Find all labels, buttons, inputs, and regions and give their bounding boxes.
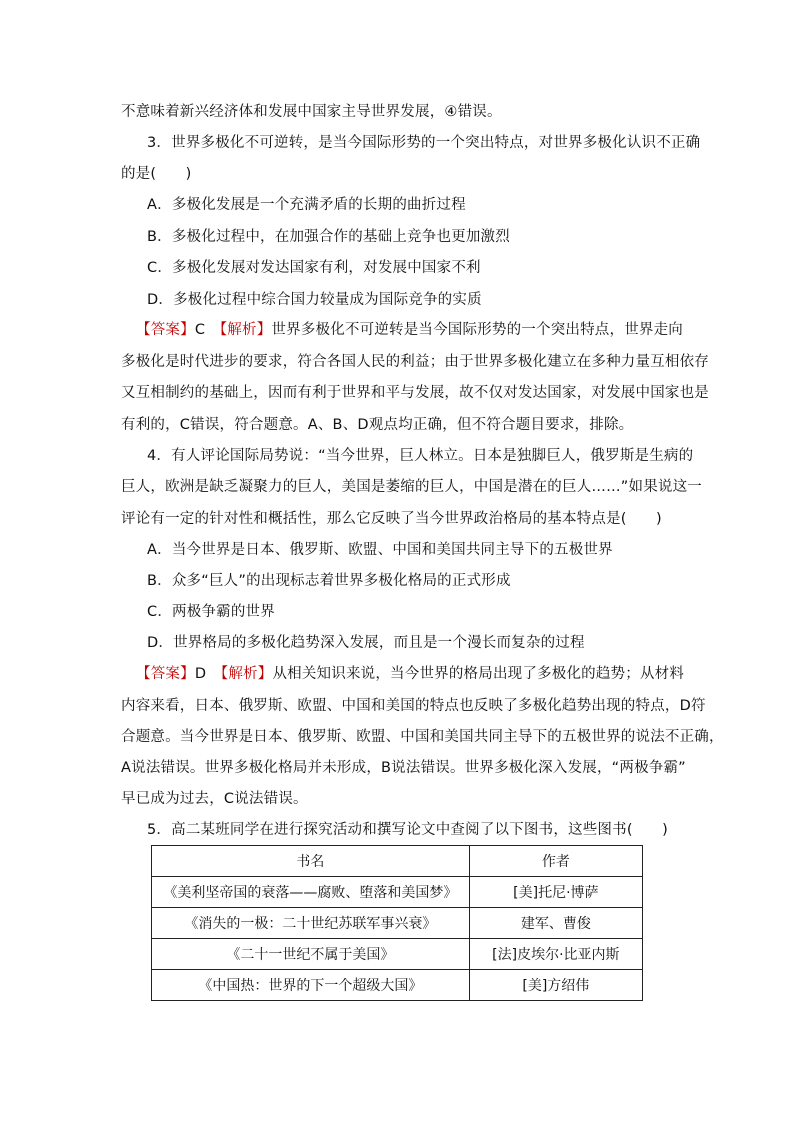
answer-4-line-1 <box>136 664 696 684</box>
question-3-option-a: A．多极化发展是一个充满矛盾的长期的曲折过程 <box>147 197 466 213</box>
book-title-cell: 《美利坚帝国的衰落——腐败、堕落和美国梦》 <box>152 877 470 908</box>
table-row <box>152 939 643 970</box>
header-book-title: 书名 <box>152 846 470 877</box>
book-title-cell: 《二十一世纪不属于美国》 <box>152 939 470 970</box>
question-4-option-a: A．当今世界是日本、俄罗斯、欧盟、中国和美国共同主导下的五极世界 <box>147 542 613 558</box>
question-4-option-d: D．世界格局的多极化趋势深入发展，而且是一个漫长而复杂的过程 <box>147 635 585 651</box>
question-4-stem: 4．有人评论国际局势说：“当今世界，巨人林立。日本是独脚巨人，俄罗斯是生病的 <box>147 448 694 464</box>
author-cell: [美]托尼·博萨 <box>469 877 642 908</box>
text-line: 不意味着新兴经济体和发展中国家主导世界发展，④错误。 <box>121 104 502 120</box>
question-3-option-b: B．多极化过程中，在加强合作的基础上竞争也更加激烈 <box>147 229 510 245</box>
table-header-row <box>152 846 643 877</box>
answer-tag: 【答案】 <box>136 322 195 338</box>
books-table <box>151 845 643 1001</box>
book-title-cell: 《消失的一极：二十世纪苏联军事兴衰》 <box>152 908 470 939</box>
question-4-option-c: C．两极争霸的世界 <box>147 604 275 620</box>
analysis-3-line-2: 多极化是时代进步的要求，符合各国人民的利益；由于世界多极化建立在多种力量互相依存 <box>121 354 709 370</box>
answer-4-choice: D <box>194 666 221 682</box>
table-row <box>152 970 643 1001</box>
analysis-3-text: 世界多极化不可逆转是当今国际形势的一个突出特点，世界走向 <box>271 322 684 338</box>
author-cell: [美]方绍伟 <box>469 970 642 1001</box>
question-4-stem-cont2: 评论有一定的针对性和概括性，那么它反映了当今世界政治格局的基本特点是( ) <box>121 511 662 527</box>
header-author: 作者 <box>469 846 642 877</box>
analysis-4-line-3: 合题意。当今世界是日本、俄罗斯、欧盟、中国和美国共同主导下的五极世界的说法不正确， <box>121 729 724 745</box>
analysis-3-line-4: 有利的，C错误，符合题意。A、B、D观点均正确，但不符合题目要求，排除。 <box>121 417 634 433</box>
question-3-option-c: C．多极化发展对发达国家有利，对发展中国家不利 <box>147 260 481 276</box>
answer-3-choice: C <box>194 322 220 338</box>
question-3-option-d: D．多极化过程中综合国力较量成为国际竞争的实质 <box>147 292 482 308</box>
question-3-stem: 3．世界多极化不可逆转，是当今国际形势的一个突出特点，对世界多极化认识不正确 <box>147 135 701 151</box>
question-3-stem-cont: 的是( ) <box>121 166 192 182</box>
table-row <box>152 877 643 908</box>
book-title-cell: 《中国热：世界的下一个超级大国》 <box>152 970 470 1001</box>
analysis-tag: 【解析】 <box>219 322 272 338</box>
analysis-4-line-2: 内容来看，日本、俄罗斯、欧盟、中国和美国的特点也反映了多极化趋势出现的特点，D符 <box>121 698 706 714</box>
analysis-4-line-4: A说法错误。世界多极化格局并未形成，B说法错误。世界多极化深入发展，“两极争霸” <box>121 760 686 776</box>
analysis-4-line-5: 早已成为过去，C说法错误。 <box>121 791 308 807</box>
table-row <box>152 908 643 939</box>
analysis-4-text: 从相关知识来说，当今世界的格局出现了多极化的趋势；从材料 <box>272 666 685 682</box>
question-4-option-b: B．众多“巨人”的出现标志着世界多极化格局的正式形成 <box>147 573 511 589</box>
question-5-stem: 5．高二某班同学在进行探究活动和撰写论文中查阅了以下图书，这些图书( ) <box>147 822 668 838</box>
analysis-tag: 【解析】 <box>220 666 273 682</box>
answer-3-line-1 <box>136 320 696 340</box>
analysis-3-line-3: 又互相制约的基础上，因而有利于世界和平与发展，故不仅对发达国家，对发展中国家也是 <box>121 385 709 401</box>
author-cell: 建军、曹俊 <box>469 908 642 939</box>
question-4-stem-cont: 巨人，欧洲是缺乏凝聚力的巨人，美国是萎缩的巨人，中国是潜在的巨人……”如果说这一 <box>121 479 703 495</box>
author-cell: [法]皮埃尔·比亚内斯 <box>469 939 642 970</box>
answer-tag: 【答案】 <box>136 666 195 682</box>
